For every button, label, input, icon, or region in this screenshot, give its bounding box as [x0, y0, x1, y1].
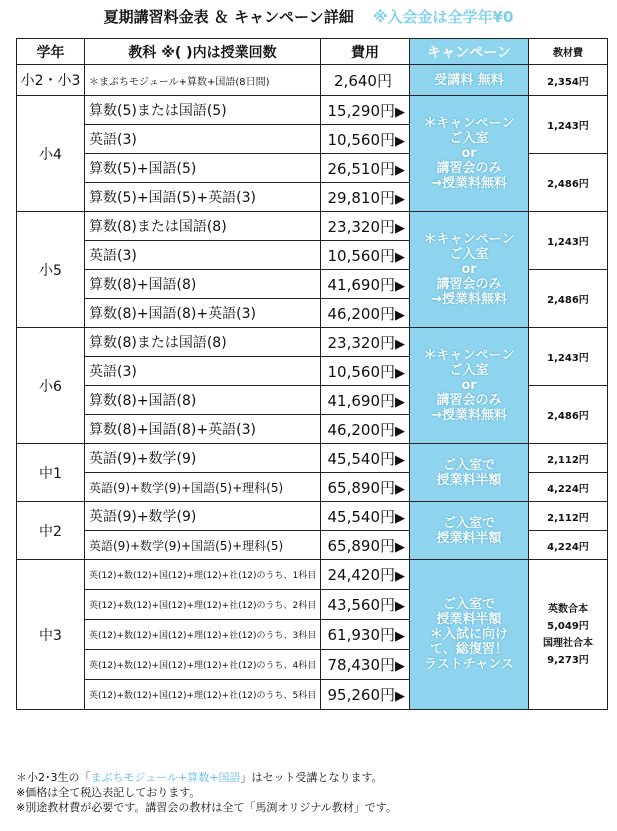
fee-cell [321, 444, 410, 473]
fee-cell [321, 415, 410, 444]
header-grade: 学年 [17, 39, 85, 65]
campaign-cell [410, 444, 529, 502]
materials-cell: 1,243円 [529, 328, 608, 386]
fee-cell [321, 386, 410, 415]
materials-line: 5,049円 [547, 620, 589, 632]
subject-cell: 英(12)+数(12)+国(12)+理(12)+社(12)のうち、5科目 [85, 680, 321, 710]
arrow-icon: ▶ [395, 220, 405, 236]
arrow-icon: ▶ [395, 191, 405, 207]
fee-value: 45,540円 [327, 507, 395, 526]
fee-value: 95,260円 [327, 686, 395, 704]
subject-cell: 算数(5)または国語(5) [85, 96, 321, 125]
campaign-line: 授業料半額 [436, 612, 502, 627]
campaign-line: 授業料半額 [436, 530, 502, 546]
subject-cell: 英語(9)+数学(9) [85, 444, 321, 473]
fee-value: 65,890円 [327, 536, 395, 555]
materials-line: 英数合本 [548, 603, 588, 615]
fee-cell [321, 212, 410, 241]
campaign-line: or [461, 146, 477, 161]
materials-line: 9,273円 [547, 654, 589, 666]
campaign-line: ご入室 [449, 247, 489, 262]
fee-cell [321, 183, 410, 212]
materials-cell: 2,486円 [529, 386, 608, 444]
campaign-line: ご入室で [442, 457, 495, 473]
arrow-icon: ▶ [395, 569, 405, 584]
header-materials: 教材費 [529, 39, 608, 65]
fee-value: 45,540円 [327, 449, 395, 468]
campaign-line: or [461, 378, 477, 393]
table-row [17, 560, 608, 590]
campaign-line: ＊キャンペーン [423, 348, 515, 363]
fee-value: 23,320円 [327, 217, 395, 236]
header-fee: 費用 [321, 39, 410, 65]
fee-value: 41,690円 [327, 275, 395, 294]
fee-value: 10,560円 [327, 246, 395, 265]
arrow-icon: ▶ [395, 659, 405, 674]
fee-value: 26,510円 [327, 159, 395, 178]
fee-cell [321, 299, 410, 328]
arrow-icon: ▶ [395, 394, 405, 410]
arrow-icon: ▶ [395, 452, 405, 468]
grade-cell: 中2 [17, 502, 85, 560]
grade-cell: 小5 [17, 212, 85, 328]
subject-cell: 英語(9)+数学(9) [85, 502, 321, 531]
campaign-line: て、総復習！ [430, 642, 508, 657]
arrow-icon: ▶ [395, 249, 405, 265]
arrow-icon: ▶ [395, 510, 405, 526]
campaign-cell [410, 212, 529, 328]
fee-cell [321, 328, 410, 357]
campaign-line: ご入室 [449, 363, 489, 378]
campaign-cell: 受講料 無料 [410, 65, 529, 96]
materials-cell: 4,224円 [529, 473, 608, 502]
arrow-icon: ▶ [395, 162, 405, 178]
fee-cell [321, 560, 410, 590]
fee-value: 43,560円 [327, 596, 395, 614]
fee-cell [321, 680, 410, 710]
fee-cell [321, 590, 410, 620]
campaign-line: 講習会のみ [436, 161, 502, 176]
campaign-line: 講習会のみ [436, 277, 502, 292]
materials-cell: 1,243円 [529, 212, 608, 270]
fee-cell [321, 473, 410, 502]
subject-cell: 算数(5)+国語(5) [85, 154, 321, 183]
footer-text: ＊小2･3生の「 [16, 771, 91, 784]
fee-value: 46,200円 [327, 304, 395, 323]
campaign-cell [410, 328, 529, 444]
fee-cell [321, 96, 410, 125]
table-header-row [17, 39, 608, 65]
subject-cell: 英語(9)+数学(9)+国語(5)+理科(5) [85, 473, 321, 502]
arrow-icon: ▶ [395, 365, 405, 381]
footer-notes [16, 770, 397, 815]
footer-line: ※価格は全て税込表記しております。 [16, 786, 201, 799]
materials-cell: 1,243円 [529, 96, 608, 154]
campaign-line: ご入室で [442, 515, 495, 531]
campaign-cell [410, 96, 529, 212]
title-main: 夏期講習料金表 ＆ キャンペーン詳細 [103, 8, 354, 26]
footer-line: ※別途教材費が必要です。講習会の教材は全て「馬渕オリジナル教材」です。 [16, 801, 397, 814]
materials-cell: 2,486円 [529, 154, 608, 212]
arrow-icon: ▶ [395, 278, 405, 294]
arrow-icon: ▶ [395, 133, 405, 149]
fee-table [16, 38, 608, 710]
fee-cell: 2,640円 [321, 65, 410, 96]
table-row [17, 444, 608, 473]
materials-cell: 2,112円 [529, 502, 608, 531]
subject-cell: 算数(5)+国語(5)+英語(3) [85, 183, 321, 212]
arrow-icon: ▶ [395, 539, 405, 555]
subject-cell: 英語(3) [85, 125, 321, 154]
materials-cell: 2,486円 [529, 270, 608, 328]
fee-cell [321, 270, 410, 299]
table-row [17, 502, 608, 531]
campaign-line: 授業料半額 [436, 472, 502, 488]
arrow-icon: ▶ [395, 689, 405, 704]
grade-cell: 中3 [17, 560, 85, 710]
arrow-icon: ▶ [395, 104, 405, 120]
campaign-cell [410, 560, 529, 710]
arrow-icon: ▶ [395, 336, 405, 352]
fee-cell [321, 650, 410, 680]
campaign-cell [410, 502, 529, 560]
campaign-line: ＊入試に向け [429, 627, 508, 642]
fee-value: 23,320円 [327, 333, 395, 352]
materials-cell: 2,112円 [529, 444, 608, 473]
subject-cell: 英(12)+数(12)+国(12)+理(12)+社(12)のうち、2科目 [85, 590, 321, 620]
footer-text: 」はセット受講となります。 [240, 771, 383, 784]
grade-cell: 小2・小3 [17, 65, 85, 96]
materials-line: 国理社合本 [543, 637, 593, 649]
subject-cell: 算数(8)+国語(8)+英語(3) [85, 415, 321, 444]
materials-cell: 2,354円 [529, 65, 608, 96]
subject-cell: 英語(3) [85, 241, 321, 270]
fee-value: 61,930円 [327, 626, 395, 644]
campaign-line: →授業料無料 [431, 292, 507, 307]
table-row [17, 328, 608, 357]
campaign-line: →授業料無料 [431, 408, 507, 423]
fee-value: 65,890円 [327, 478, 395, 497]
arrow-icon: ▶ [395, 481, 405, 497]
header-campaign: キャンペーン [410, 39, 529, 65]
subject-cell: 英語(9)+数学(9)+国語(5)+理科(5) [85, 531, 321, 560]
fee-cell [321, 620, 410, 650]
campaign-line: ＊キャンペーン [423, 116, 515, 131]
fee-cell [321, 502, 410, 531]
grade-cell: 小6 [17, 328, 85, 444]
campaign-line: ＊キャンペーン [423, 232, 515, 247]
subject-cell: 算数(8)+国語(8) [85, 386, 321, 415]
arrow-icon: ▶ [395, 599, 405, 614]
campaign-line: ラストチャンス [424, 657, 514, 672]
subject-cell: 算数(8)または国語(8) [85, 328, 321, 357]
materials-cell: 4,224円 [529, 531, 608, 560]
fee-cell [321, 154, 410, 183]
subject-cell: 英語(3) [85, 357, 321, 386]
subject-cell: 算数(8)+国語(8)+英語(3) [85, 299, 321, 328]
campaign-line: 講習会のみ [436, 393, 502, 408]
fee-value: 41,690円 [327, 391, 395, 410]
campaign-line: ご入室で [442, 597, 495, 612]
header-subject: 教科 ※( )内は授業回数 [85, 39, 321, 65]
arrow-icon: ▶ [395, 307, 405, 323]
page-title [0, 6, 617, 27]
table-row [17, 212, 608, 241]
fee-value: 24,420円 [327, 566, 395, 584]
title-note: ※入会金は全学年¥0 [372, 8, 514, 26]
fee-value: 10,560円 [327, 362, 395, 381]
fee-cell [321, 357, 410, 386]
subject-cell: 算数(8)または国語(8) [85, 212, 321, 241]
subject-cell: 算数(8)+国語(8) [85, 270, 321, 299]
subject-cell: ＊まぶちモジュール+算数+国語(8日間) [85, 65, 321, 96]
campaign-line: ご入室 [449, 131, 489, 146]
fee-cell [321, 241, 410, 270]
subject-cell: 英(12)+数(12)+国(12)+理(12)+社(12)のうち、3科目 [85, 620, 321, 650]
arrow-icon: ▶ [395, 423, 405, 439]
grade-cell: 小4 [17, 96, 85, 212]
fee-value: 15,290円 [327, 101, 395, 120]
fee-cell [321, 531, 410, 560]
campaign-line: or [461, 262, 477, 277]
arrow-icon: ▶ [395, 629, 405, 644]
fee-value: 78,430円 [327, 656, 395, 674]
subject-cell: 英(12)+数(12)+国(12)+理(12)+社(12)のうち、1科目 [85, 560, 321, 590]
fee-value: 46,200円 [327, 420, 395, 439]
materials-cell [529, 560, 608, 710]
fee-value: 10,560円 [327, 130, 395, 149]
table-row [17, 96, 608, 125]
grade-cell: 中1 [17, 444, 85, 502]
subject-cell: 英(12)+数(12)+国(12)+理(12)+社(12)のうち、4科目 [85, 650, 321, 680]
footer-highlight: まぶちモジュール+算数+国語 [90, 771, 241, 784]
footer-line [16, 770, 397, 785]
fee-value: 29,810円 [327, 188, 395, 207]
campaign-line: →授業料無料 [431, 176, 507, 191]
table-row [17, 65, 608, 96]
fee-cell [321, 125, 410, 154]
